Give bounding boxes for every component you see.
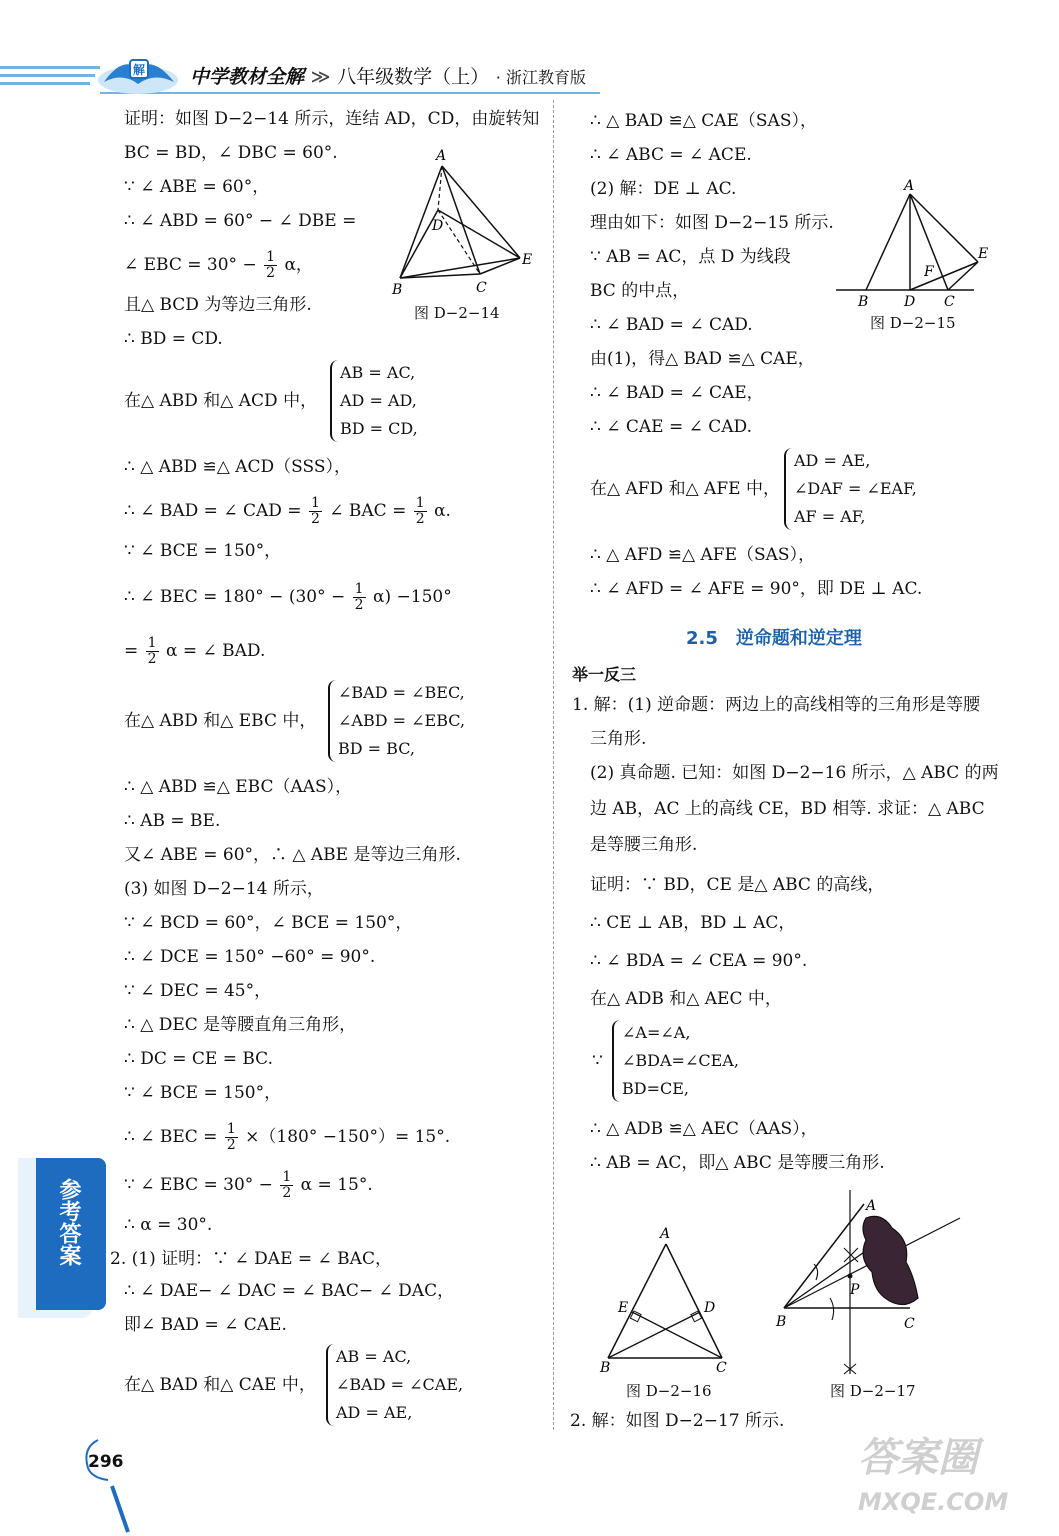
watermark-line-url: MXQE.COM [858,1488,1009,1516]
text-line: = $\frac{1}{2}$ α = ∠ BAD. [124,635,266,667]
system-line: ∠DAF = ∠EAF, [794,479,917,498]
text-line: ∴ α = 30°. [124,1215,213,1235]
point-label: E [618,1300,629,1316]
point-label: C [476,280,487,296]
page-header [0,0,1059,110]
header-rule [0,74,95,77]
text-line: ∴ CE ⊥ AB，BD ⊥ AC， [590,913,796,933]
point-label: E [522,252,533,268]
text-line: ∴ △ ADB ≌△ AEC（AAS）， [590,1119,818,1139]
text-line: ∴ ∠ AFD = ∠ AFE = 90°，即 DE ⊥ AC. [590,579,923,599]
point-label: C [716,1360,727,1376]
text-line: ∴ ∠ ABD = 60° − ∠ DBE = [124,211,357,231]
system-line: ∠A=∠A, [622,1023,691,1042]
text-line: ∵ ∠ EBC = 30° − $\frac{1}{2}$ α = 15°. [124,1169,373,1201]
header-rule [0,82,90,85]
point-label: A [904,178,915,194]
point-label: C [904,1316,915,1332]
text-line: ∴ ∠ CAE = ∠ CAD. [590,417,752,437]
fraction: $\frac{1}{2}$ [226,1121,236,1153]
system-line: AD = AE, [794,451,871,470]
system-line: AD = AE, [336,1403,413,1422]
text-line: ∴ DC = CE = BC. [124,1049,273,1069]
text-line: 2. (1) 证明：∵ ∠ DAE = ∠ BAC， [110,1249,392,1269]
text-line: ∴ ∠ ABC = ∠ ACE. [590,145,752,165]
point-label: D [704,1300,716,1316]
svg-text:解: 解 [132,63,146,77]
point-label: B [600,1360,611,1376]
figure-d-2-17 [774,1188,974,1380]
text-line: 在△ AFD 和△ AFE 中， [590,479,780,499]
point-label: D [904,294,916,310]
text-line: ∵ ∠ ABE = 60°， [124,177,270,197]
header-title: 中学教材全解 ≫ 八年级数学（上） · 浙江教育版 [190,66,586,88]
point-label: C [944,294,955,310]
point-label: A [436,148,447,164]
point-label: D [432,218,444,234]
text-line: 1. 解：(1) 逆命题：两边上的高线相等的三角形是等腰 [572,695,981,715]
text-line: ∵ [592,1051,603,1071]
text-line: ∴ △ ABD ≌△ EBC（AAS）， [124,777,353,797]
text-line: 证明：∵ BD，CE 是△ ABC 的高线， [590,875,885,895]
system-line: ∠BDA=∠CEA, [622,1051,739,1070]
text-line: ∠ EBC = 30° − $\frac{1}{2}$ α， [124,249,313,281]
text-line: ∴ ∠ BEC = $\frac{1}{2}$ ×（180° −150°）= 15°. [124,1121,451,1153]
fraction: $\frac{1}{2}$ [266,249,276,281]
point-label: E [978,246,989,262]
text-line: 2. 解：如图 D−2−17 所示. [570,1411,785,1431]
point-label: B [858,294,869,310]
answer-section-tab [18,1158,92,1318]
system-line: AB = AC, [336,1347,412,1366]
system-line: BD = BC, [338,739,415,758]
text-line: 且△ BCD 为等边三角形. [124,295,312,315]
text-line: (2) 解：DE ⊥ AC. [590,179,737,199]
figure-caption: 图 D−2−15 [870,314,956,332]
watermark [858,1436,1008,1524]
point-label: P [850,1282,860,1298]
text-line: ∴ ∠ DCE = 150° −60° = 90°. [124,947,376,967]
text-line: ∴ △ DEC 是等腰直角三角形， [124,1015,357,1035]
text-line: 即∠ BAD = ∠ CAE. [124,1315,287,1335]
system-line: AD = AD, [340,391,417,410]
section-title: 2.5 逆命题和逆定理 [686,628,862,649]
system-line: BD=CE, [622,1079,689,1098]
fraction: $\frac{1}{2}$ [147,635,157,667]
text-line: ∵ ∠ BCE = 150°， [124,541,282,561]
system-line: AF = AF, [794,507,866,526]
text-line: ∴ △ ABD ≌△ ACD（SSS）， [124,457,351,477]
system-line: BD = CD, [340,419,418,438]
text-line: 又∠ ABE = 60°，∴ △ ABE 是等边三角形. [124,845,461,865]
text-line: ∴ ∠ BAD = ∠ CAE， [590,383,764,403]
text-line: ∴ BD = CD. [124,329,223,349]
figure-caption: 图 D−2−16 [626,1382,712,1400]
system-line: ∠BAD = ∠BEC, [338,683,465,702]
point-label: F [924,264,934,280]
text-line: ∴ AB = BE. [124,811,221,831]
text-line: ∴ ∠ BEC = 180° − (30° − $\frac{1}{2}$ α) −150° [124,581,452,613]
text-line: (3) 如图 D−2−14 所示， [124,879,324,899]
text-line: 三角形. [590,729,647,749]
text-line: ∵ ∠ BCE = 150°， [124,1083,282,1103]
text-line: 在△ ADB 和△ AEC 中， [590,989,782,1009]
text-line: ∵ ∠ DEC = 45°， [124,981,272,1001]
figure-d-2-14 [380,140,550,300]
column-divider [553,100,554,1430]
text-line: 理由如下：如图 D−2−15 所示. [590,213,834,233]
watermark-line-cn: 答案圈 [858,1435,978,1481]
figure-caption: 图 D−2−17 [830,1382,916,1400]
header-rule [0,66,100,69]
text-line: ∵ AB = AC，点 D 为线段 [590,247,791,267]
text-line: ∵ ∠ BCD = 60°，∠ BCE = 150°， [124,913,413,933]
text-line: 证明：如图 D−2−14 所示，连结 AD，CD，由旋转知 [124,109,540,129]
book-logo-icon [92,46,184,100]
system-line: ∠BAD = ∠CAE, [336,1375,464,1394]
text-line: BC 的中点， [590,281,690,301]
fraction: $\frac{1}{2}$ [310,495,320,527]
point-label: A [660,1226,671,1242]
system-line: AB = AC, [340,363,416,382]
fraction: $\frac{1}{2}$ [354,581,364,613]
text-line: ∴ △ AFD ≌△ AFE（SAS）， [590,545,816,565]
text-line: BC = BD，∠ DBC = 60°. [124,143,338,163]
figure-caption: 图 D−2−14 [414,304,500,322]
figure-d-2-16 [594,1220,744,1380]
figure-d-2-15 [832,170,1002,310]
text-line: 由(1)，得△ BAD ≌△ CAE， [590,349,815,369]
page-number: 296 [88,1452,124,1472]
system-line: ∠ABD = ∠EBC, [338,711,466,730]
point-label: A [866,1198,877,1214]
point-label: B [392,282,403,298]
text-line: (2) 真命题. 已知：如图 D−2−16 所示，△ ABC 的两 [590,763,999,783]
watermark-text [858,1436,1008,1524]
subsection-title: 举一反三 [572,665,637,684]
text-line: ∴ △ BAD ≌△ CAE（SAS）， [590,111,817,131]
fraction: $\frac{1}{2}$ [415,495,425,527]
text-line: ∴ ∠ BAD = ∠ CAD. [590,315,753,335]
text-line: 在△ ABD 和△ ACD 中， [124,391,318,411]
text-line: ∴ ∠ DAE− ∠ DAC = ∠ BAC− ∠ DAC， [124,1281,455,1301]
text-line: 边 AB，AC 上的高线 CE，BD 相等. 求证：△ ABC [590,799,985,819]
fraction: $\frac{1}{2}$ [282,1169,292,1201]
text-line: ∴ AB = AC，即△ ABC 是等腰三角形. [590,1153,885,1173]
text-line: ∴ ∠ BDA = ∠ CEA = 90°. [590,951,808,971]
tab-label: 参考答案 [56,1178,81,1266]
text-line: 在△ BAD 和△ CAE 中， [124,1375,316,1395]
point-label: B [776,1314,787,1330]
text-line: 是等腰三角形. [590,835,698,855]
text-line: 在△ ABD 和△ EBC 中， [124,711,317,731]
text-line: ∴ ∠ BAD = ∠ CAD = $\frac{1}{2}$ ∠ BAC = $\frac{1}{2}$ α. [124,495,451,527]
